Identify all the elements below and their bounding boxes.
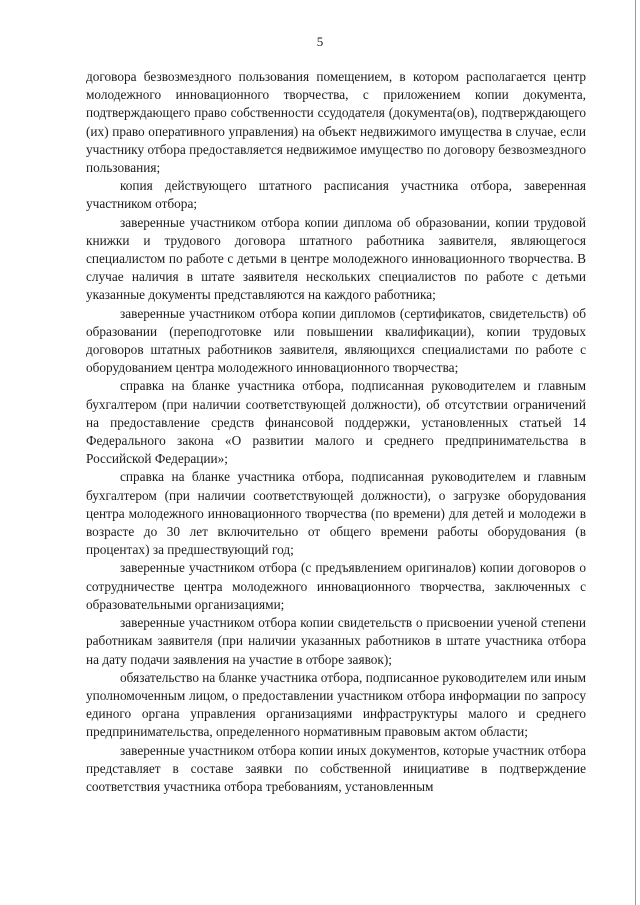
paragraph-staff-schedule: копия действующего штатного расписания участника отбора, заверенная участником отбора; <box>86 178 586 212</box>
paragraph-equipment-specialist-diplomas: заверенные участником отбора копии дипломов (сертификатов, свидетельств) об образовании (переподготовке или повышении квалификации), копии трудовых договоров штатных работников заявителя, являющихся специалистами по работе с оборудованием центра молодежного инновационного творчества; <box>86 305 586 376</box>
paragraph-restrictions-certificate: справка на бланке участника отбора, подписанная руководителем и главным бухгалтером (при наличии соответствующей должности), об отсутствии ограничений на предоставление средств финансовой поддержки, установленных статьей 14 Федерального закона «О развитии малого и среднего предпринимательства в Российской Федерации»; <box>86 378 586 467</box>
paragraph-other-documents: заверенные участником отбора копии иных документов, которые участник отбора представляет в составе заявки по собственной инициативе в подтверждение соответствия участника отбора требованиям, установленным <box>86 742 586 794</box>
scan-edge-line <box>635 0 636 905</box>
paragraph-equipment-load-certificate: справка на бланке участника отбора, подписанная руководителем и главным бухгалтером (при наличии соответствующей должности), о загрузке оборудования центра молодежного инновационного творчества (по времени) для детей и молодежи в возрасте до 30 лет включительно от общего времени работы оборудования (в процентах) за предшествующий год; <box>86 469 586 558</box>
paragraph-information-obligation: обязательство на бланке участника отбора, подписанное руководителем или иным уполномоченным лицом, о предоставлении участником отбора информации по запросу единого органа управления организациями инфраструктуры малого и среднего предпринимательства, определенного нормативным правовым актом области; <box>86 669 586 740</box>
paragraph-premises-lease: договора безвозмездного пользования помещением, в котором располагается центр молодежного инновационного творчества, с приложением копии документа, подтверждающего право собственности ссудодателя (документа(ов), подтверждающего (их) право оперативного управления) на объект недвижимого имущества в случае, если участнику отбора предоставляется недвижимое имущество по договору безвозмездного пользования; <box>86 69 586 176</box>
page-number: 5 <box>316 34 324 49</box>
document-body <box>86 68 586 796</box>
paragraph-academic-degree-certificates: заверенные участником отбора копии свидетельств о присвоении ученой степени работникам заявителя (при наличии указанных работников в штате участника отбора на дату подачи заявления на участие в отборе заявок); <box>86 615 586 667</box>
paragraph-children-specialist-documents: заверенные участником отбора копии диплома об образовании, копии трудовой книжки и трудового договора штатного работника заявителя, являющегося специалистом по работе с детьми в центре молодежного инновационного творчества. В случае наличия в штате заявителя нескольких специалистов по работе с детьми указанные документы представляются на каждого работника; <box>86 214 586 303</box>
paragraph-cooperation-agreements: заверенные участником отбора (с предъявлением оригиналов) копии договоров о сотрудничестве центра молодежного инновационного творчества, заключенных с образовательными организациями; <box>86 560 586 612</box>
